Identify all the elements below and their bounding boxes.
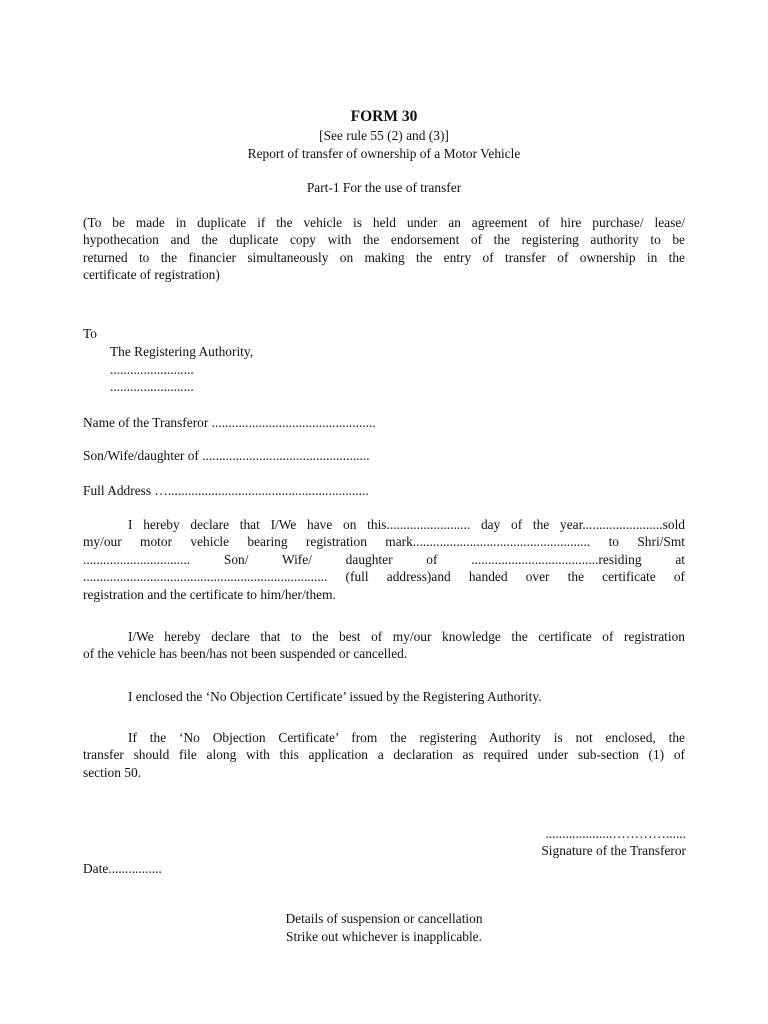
- declaration-line: ................................ Son/ Wife/ daughter of ......................................residing at: [83, 551, 685, 567]
- declaration-line: I hereby declare that I/We have on this......................... day of the year........................sold: [128, 517, 685, 532]
- noc-missing-paragraph: [83, 729, 685, 781]
- intro-line: returned to the financier simultaneously on making the entry of transfer of ownership in the: [83, 249, 685, 265]
- form-title: FORM 30: [350, 108, 418, 125]
- noc-missing-line: If the ‘No Objection Certificate’ from the registering Authority is not enclosed, the: [128, 730, 685, 745]
- authority-blank-line: .........................: [110, 379, 194, 394]
- full-address-field: Full Address …............................................................: [83, 483, 369, 498]
- form-part-heading: Part-1 For the use of transfer: [306, 180, 462, 195]
- form-rule-reference: [See rule 55 (2) and (3)]: [319, 128, 449, 143]
- declaration-line: registration and the certificate to him/her/them.: [83, 586, 336, 602]
- noc-enclosed-statement: I enclosed the ‘No Objection Certificate’ issued by the Registering Authority.: [128, 689, 542, 704]
- registering-authority-label: The Registering Authority,: [110, 344, 254, 359]
- suspension-details-heading: Details of suspension or cancellation: [285, 911, 483, 926]
- form-subtitle: Report of transfer of ownership of a Motor Vehicle: [247, 146, 521, 161]
- signature-blank-line: ....................…………......: [545, 826, 686, 841]
- intro-paragraph: [83, 214, 685, 284]
- intro-line: hypothecation and the duplicate copy with the endorsement of the registering authority to be: [83, 232, 685, 248]
- declaration-line: my/our motor vehicle bearing registration mark..................................................... to Shri/Smt: [83, 534, 685, 550]
- intro-line: (To be made in duplicate if the vehicle is held under an agreement of hire purchase/ lease/: [83, 215, 685, 230]
- knowledge-line: of the vehicle has been/has not been suspended or cancelled.: [83, 646, 408, 662]
- strike-out-note: Strike out whichever is inapplicable.: [286, 929, 482, 944]
- authority-blank-line: .........................: [110, 362, 194, 377]
- declaration-paragraph: [83, 516, 685, 603]
- intro-line: certificate of registration): [83, 267, 220, 283]
- signature-label: Signature of the Transferor: [541, 843, 686, 858]
- knowledge-line: I/We hereby declare that to the best of my/our knowledge the certificate of registration: [128, 629, 685, 644]
- date-field: Date................: [83, 861, 162, 876]
- noc-missing-line: section 50.: [83, 764, 142, 780]
- noc-missing-line: transfer should file along with this application a declaration as required under sub-section (1) of: [83, 747, 685, 763]
- declaration-line: ......................................................................... (full address)and handed over the certificate of: [83, 569, 685, 585]
- address-to: To: [83, 326, 97, 341]
- transferor-name-field: Name of the Transferor .................................................: [83, 415, 376, 430]
- knowledge-paragraph: [83, 628, 685, 663]
- relation-field: Son/Wife/daughter of ..................................................: [83, 448, 370, 463]
